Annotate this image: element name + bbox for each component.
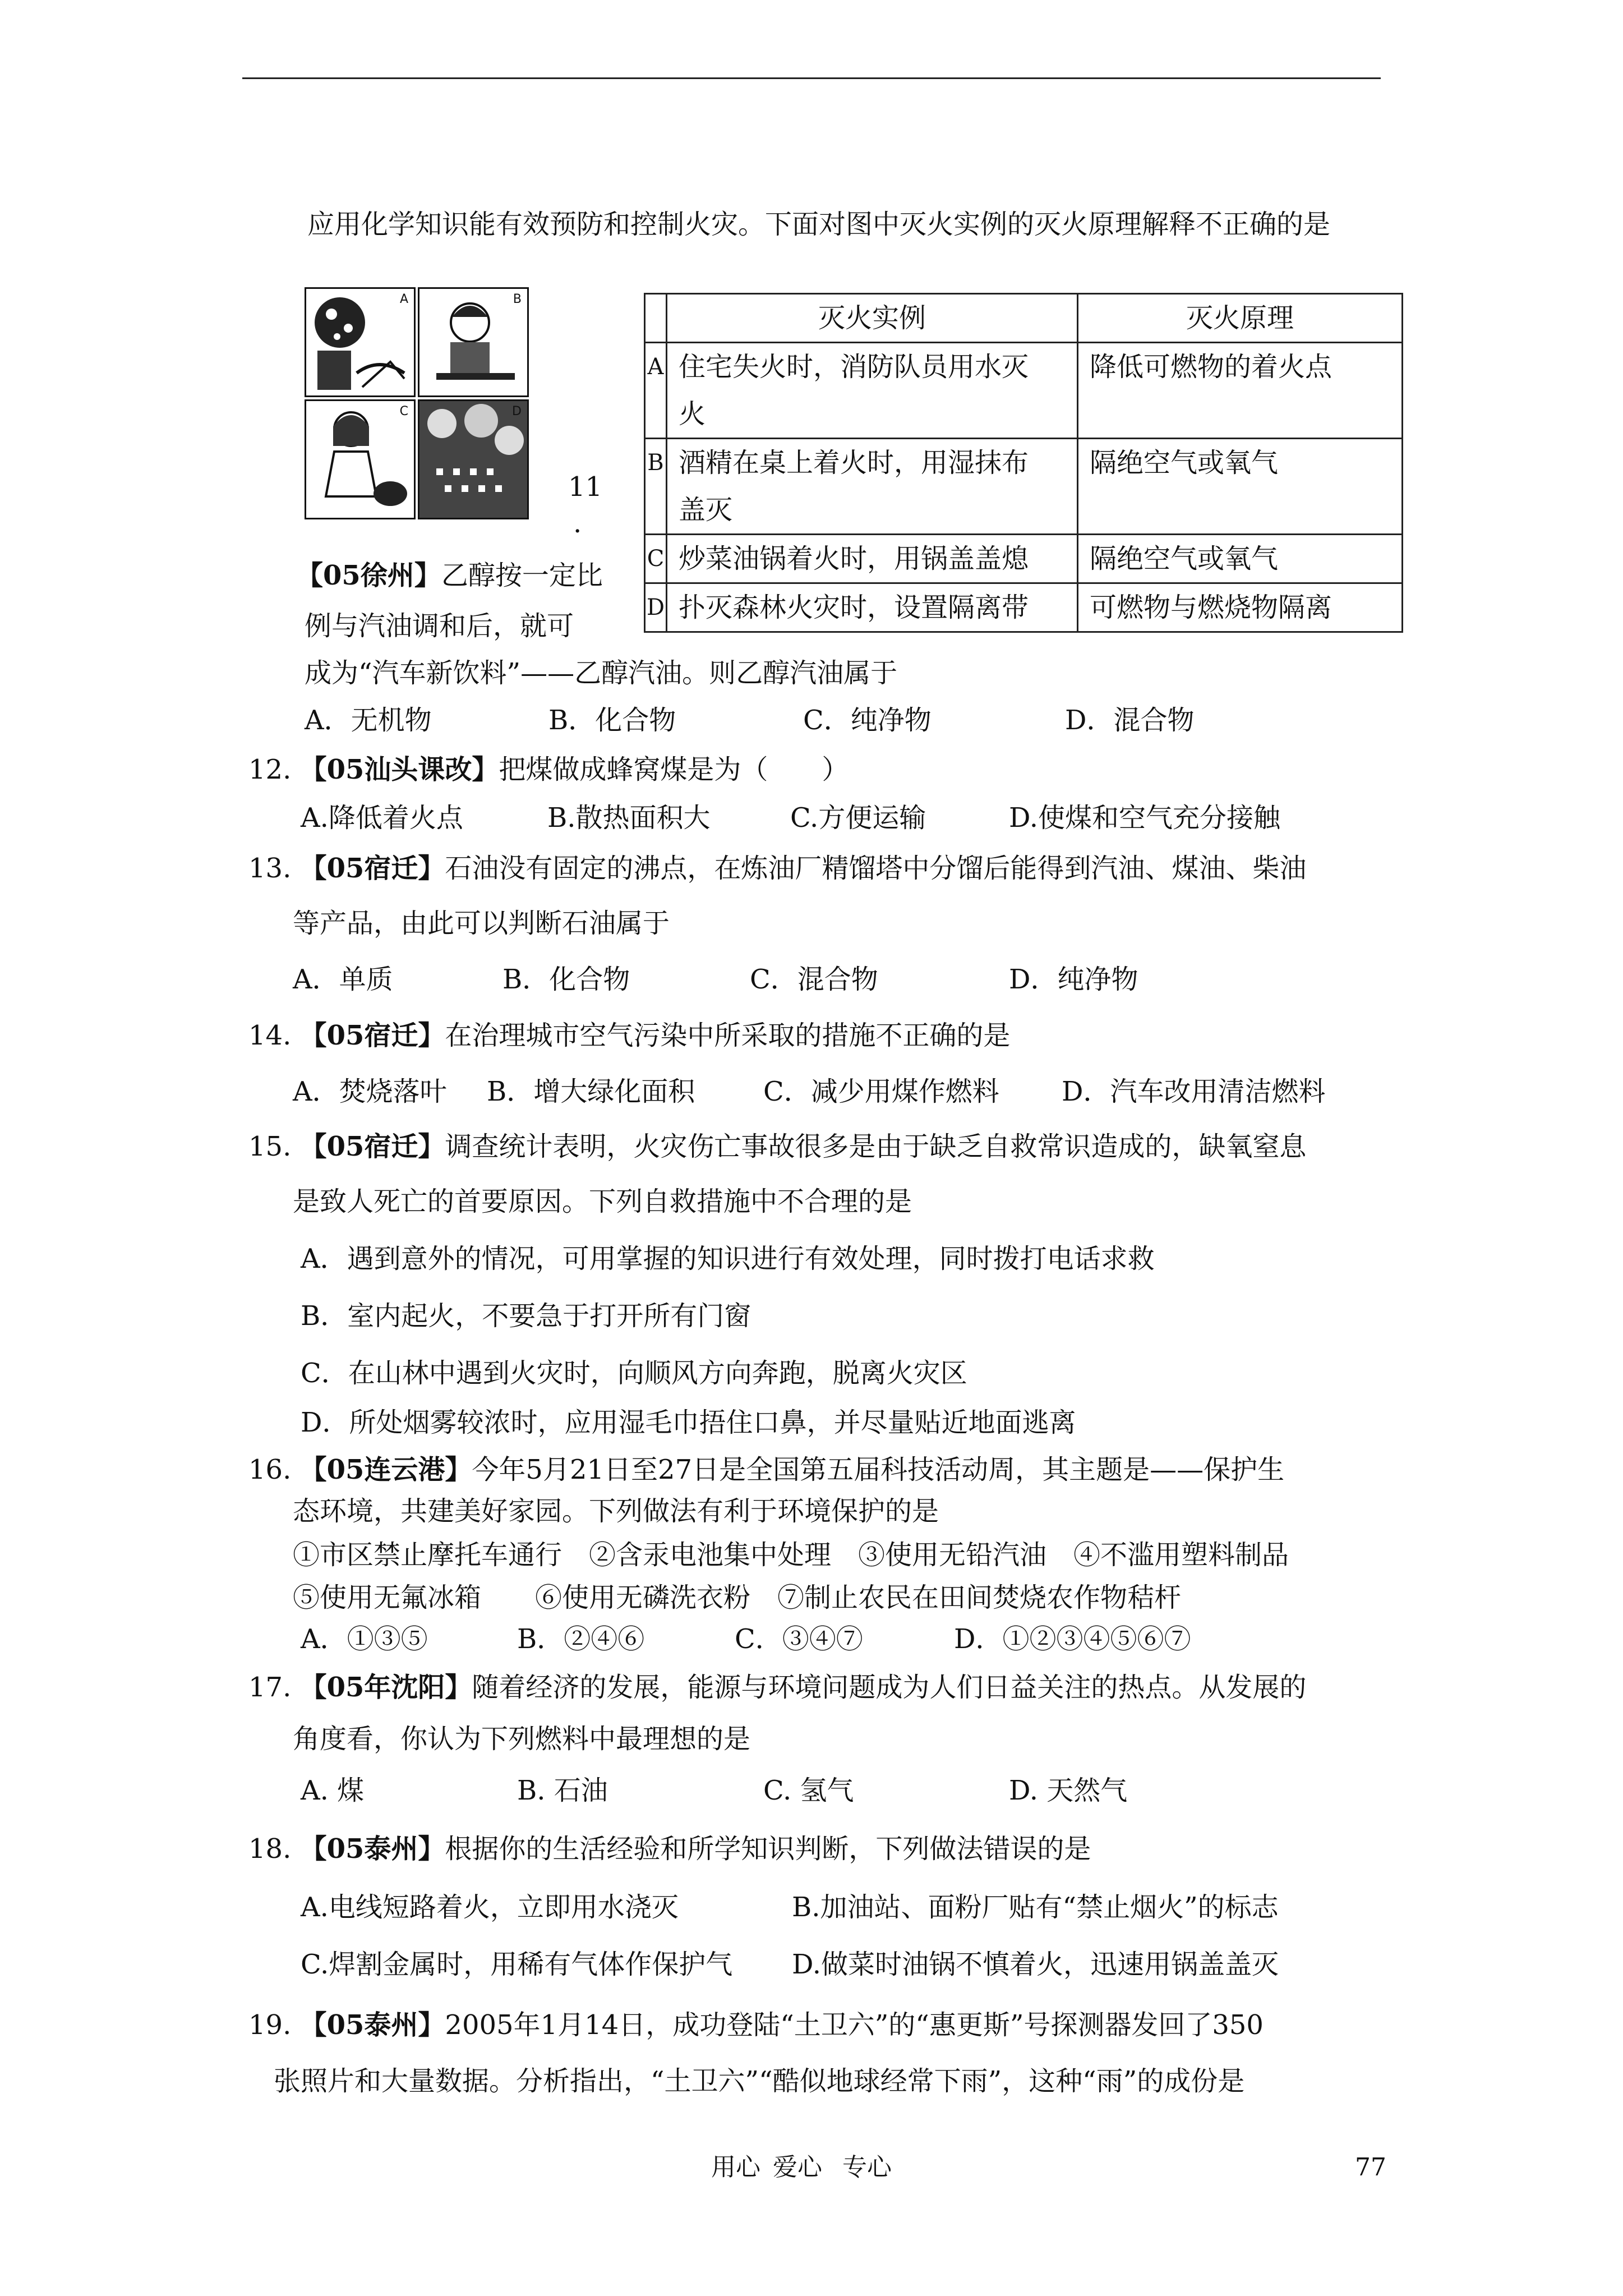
q13-option-a: A．单质 (293, 964, 393, 995)
table-row (645, 535, 1403, 583)
fire-extinguishing-table (644, 293, 1403, 633)
footer-motto-3: 专心 (842, 2153, 892, 2182)
q18-option-c: C.焊割金属时，用稀有气体作保护气 (301, 1949, 733, 1980)
table-row (645, 583, 1403, 632)
header-rule (242, 77, 1381, 79)
q12-option-b: B.散热面积大 (547, 802, 711, 834)
q14-option-a: A．焚烧落叶 (293, 1076, 447, 1107)
q17-stem-line2: 角度看，你认为下列燃料中最理想的是 (293, 1723, 751, 1755)
q13-option-d: D．纯净物 (1009, 964, 1138, 995)
table-row-example: 酒精在桌上着火时，用湿抹布 盖灭 (667, 439, 1078, 535)
q17-option-a: A. 煤 (301, 1775, 365, 1806)
q17-stem-line1: 17. 【05年沈阳】随着经济的发展，能源与环境问题成为人们日益关注的热点。从发展的 (248, 1672, 1307, 1703)
figure-label-d: D (512, 404, 522, 418)
q18-option-a: A.电线短路着火，立即用水浇灭 (301, 1892, 679, 1923)
question-number-11: 11 (568, 471, 603, 503)
figure-label-b: B (513, 292, 522, 306)
q18-stem: 18. 【05泰州】根据你的生活经验和所学知识判断，下列做法错误的是 (248, 1833, 1091, 1865)
forest-firebreak-illustration (419, 401, 527, 518)
q11-option-d: D．混合物 (1065, 705, 1195, 736)
q19-stem-line2: 张照片和大量数据。分析指出，“土卫六”“酷似地球经常下雨”，这种“雨”的成份是 (274, 2065, 1245, 2097)
q12-option-a: A.降低着火点 (301, 802, 463, 834)
intro-text: 应用化学知识能有效预防和控制火灾。下面对图中灭火实例的灭火原理解释不正确的是 (307, 209, 1331, 240)
q14-stem: 14. 【05宿迁】在治理城市空气污染中所采取的措施不正确的是 (248, 1020, 1011, 1051)
firefighter-illustration (306, 289, 414, 395)
q11-line1: 【05徐州】乙醇按一定比 (296, 560, 603, 591)
q16-items-line1: ①市区禁止摩托车通行 ②含汞电池集中处理 ③使用无铅汽油 ④不滥用塑料制品 (293, 1539, 1289, 1571)
q13-option-b: B．化合物 (502, 964, 630, 995)
q15-option-d: D．所处烟雾较浓时，应用湿毛巾捂住口鼻，并尽量贴近地面逃离 (301, 1407, 1076, 1438)
q11-line3: 成为“汽车新饮料”——乙醇汽油。则乙醇汽油属于 (305, 657, 898, 689)
q16-items-line2: ⑤使用无氟冰箱 ⑥使用无磷洗衣粉 ⑦制止农民在田间焚烧农作物秸杆 (293, 1582, 1182, 1613)
table-row-example: 炒菜油锅着火时，用锅盖盖熄 (667, 535, 1078, 583)
figure-b-wet-cloth (418, 287, 529, 397)
table-row (645, 343, 1403, 439)
q12-option-c: C.方便运输 (790, 802, 926, 834)
figure-c-pot-lid (305, 399, 416, 519)
q16-option-a: A．①③⑤ (301, 1623, 428, 1655)
q18-option-b: B.加油站、面粉厂贴有“禁止烟火”的标志 (792, 1892, 1279, 1923)
q16-option-b: B．②④⑥ (517, 1623, 645, 1655)
table-row-key: A (645, 343, 667, 439)
q13-stem-line2: 等产品，由此可以判断石油属于 (293, 908, 670, 939)
table-row-principle: 隔绝空气或氧气 (1078, 439, 1403, 535)
table-row-key: C (645, 535, 667, 583)
table-row-key: D (645, 583, 667, 632)
table-row-principle: 可燃物与燃烧物隔离 (1078, 583, 1403, 632)
q15-option-c: C．在山林中遇到火灾时，向顺风方向奔跑，脱离火灾区 (301, 1358, 967, 1389)
footer-motto-2: 爱心 (773, 2153, 822, 2182)
q14-option-b: B．增大绿化面积 (487, 1076, 695, 1107)
q16-option-c: C．③④⑦ (735, 1623, 863, 1655)
figure-label-c: C (399, 404, 408, 418)
q17-option-c: C. 氢气 (763, 1775, 854, 1806)
q14-option-d: D．汽车改用清洁燃料 (1062, 1076, 1326, 1107)
table-header-example: 灭火实例 (667, 294, 1078, 343)
girl-with-pot-illustration (306, 401, 414, 518)
q12-stem: 12. 【05汕头课改】把煤做成蜂窝煤是为（ ） (248, 754, 849, 785)
q11-line2: 例与汽油调和后，就可 (305, 610, 574, 642)
q15-option-b: B．室内起火，不要急于打开所有门窗 (301, 1300, 751, 1332)
q13-stem-line1: 13. 【05宿迁】石油没有固定的沸点，在炼油厂精馏塔中分馏后能得到汽油、煤油、柴油 (248, 853, 1307, 884)
person-with-cloth-illustration (419, 289, 527, 395)
figure-a-firefighter (305, 287, 416, 397)
table-row-principle: 降低可燃物的着火点 (1078, 343, 1403, 439)
page-number: 77 (1355, 2153, 1386, 2182)
table-header-row (645, 294, 1403, 343)
q18-option-d: D.做菜时油锅不慎着火，迅速用锅盖盖灭 (792, 1949, 1279, 1980)
figure-d-forest (418, 399, 529, 519)
question-number-dot: . (573, 508, 582, 539)
q16-stem-line1: 16. 【05连云港】今年5月21日至27日是全国第五届科技活动周，其主题是——保护生 (248, 1454, 1285, 1485)
q19-stem-line1: 19. 【05泰州】2005年1月14日，成功登陆“土卫六”的“惠更斯”号探测器发回了350 (248, 2009, 1264, 2041)
table-header-blank (645, 294, 667, 343)
footer-motto-1: 用心 (711, 2153, 760, 2182)
table-row-key: B (645, 439, 667, 535)
table-row (645, 439, 1403, 535)
q14-option-c: C．减少用煤作燃料 (763, 1076, 999, 1107)
q12-option-d: D.使煤和空气充分接触 (1009, 802, 1281, 834)
q17-option-b: B. 石油 (517, 1775, 608, 1806)
figure-label-a: A (399, 292, 408, 306)
table-row-example: 住宅失火时，消防队员用水灭 火 (667, 343, 1078, 439)
q15-stem-line2: 是致人死亡的首要原因。下列自救措施中不合理的是 (293, 1186, 912, 1217)
q16-option-d: D．①②③④⑤⑥⑦ (954, 1623, 1191, 1655)
q11-option-c: C．纯净物 (803, 705, 932, 736)
q17-option-d: D. 天然气 (1009, 1775, 1128, 1806)
q11-option-b: B．化合物 (548, 705, 676, 736)
q11-option-a: A．无机物 (305, 705, 432, 736)
q13-option-c: C．混合物 (750, 964, 878, 995)
table-row-example: 扑灭森林火灾时，设置隔离带 (667, 583, 1078, 632)
q15-stem-line1: 15. 【05宿迁】调查统计表明，火灾伤亡事故很多是由于缺乏自救常识造成的，缺氧窒息 (248, 1131, 1307, 1162)
table-header-principle: 灭火原理 (1078, 294, 1403, 343)
q16-stem-line2: 态环境，共建美好家园。下列做法有利于环境保护的是 (293, 1496, 939, 1527)
table-row-principle: 隔绝空气或氧气 (1078, 535, 1403, 583)
q15-option-a: A．遇到意外的情况，可用掌握的知识进行有效处理，同时拨打电话求救 (301, 1243, 1155, 1274)
